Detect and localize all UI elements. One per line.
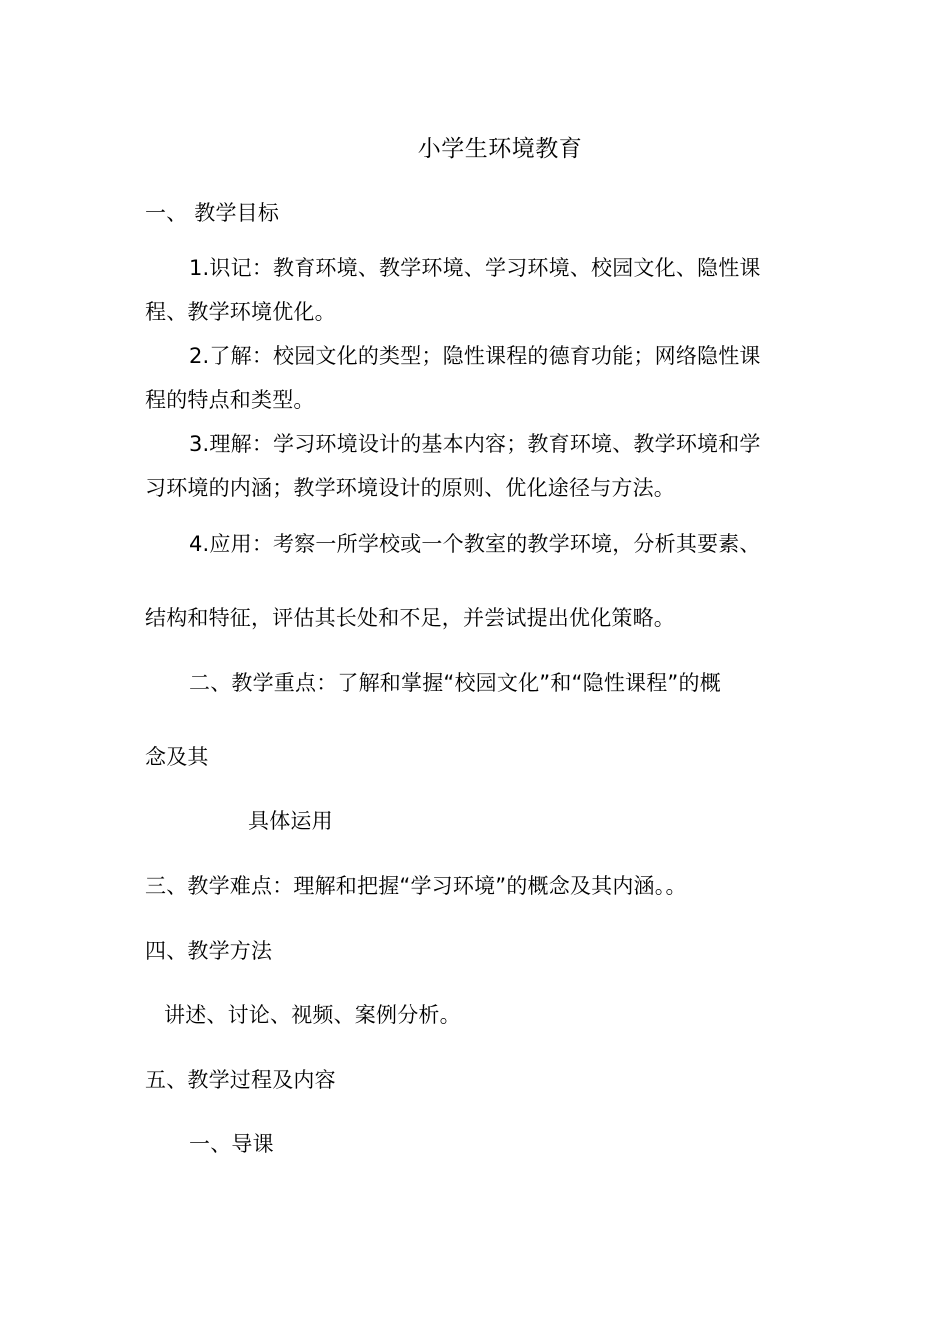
methods-heading: 四、教学方法	[145, 939, 273, 963]
process-subheading: 一、导课	[189, 1132, 274, 1156]
goal2-line1: 2.了解：校园文化的类型；隐性课程的德育功能；网络隐性课	[189, 344, 761, 368]
goals-heading: 一、 教学目标	[145, 201, 280, 225]
difficulties-line: 三、教学难点：理解和把握“学习环境”的概念及其内涵。。	[145, 874, 687, 898]
key-points-line3: 具体运用	[248, 809, 333, 833]
key-points-line1: 二、教学重点：了解和掌握“校园文化”和“隐性课程”的概	[189, 671, 721, 695]
goal3-line2: 习环境的内涵；教学环境设计的原则、优化途径与方法。	[145, 476, 675, 500]
goal4-line1: 4.应用：考察一所学校或一个教室的教学环境，分析其要素、	[189, 532, 761, 556]
goal1-line2: 程、教学环境优化。	[145, 300, 336, 324]
process-heading: 五、教学过程及内容	[145, 1068, 336, 1092]
goal1-line1: 1.识记：教育环境、教学环境、学习环境、校园文化、隐性课	[189, 256, 761, 280]
key-points-line2: 念及其	[145, 745, 209, 769]
methods-content: 讲述、讨论、视频、案例分析。	[164, 1003, 461, 1027]
goal2-line2: 程的特点和类型。	[145, 388, 315, 412]
goal3-line1: 3.理解：学习环境设计的基本内容；教育环境、教学环境和学	[189, 432, 761, 456]
goal4-line2: 结构和特征，评估其长处和不足，并尝试提出优化策略。	[145, 606, 675, 630]
document-title: 小学生环境教育	[417, 136, 583, 162]
